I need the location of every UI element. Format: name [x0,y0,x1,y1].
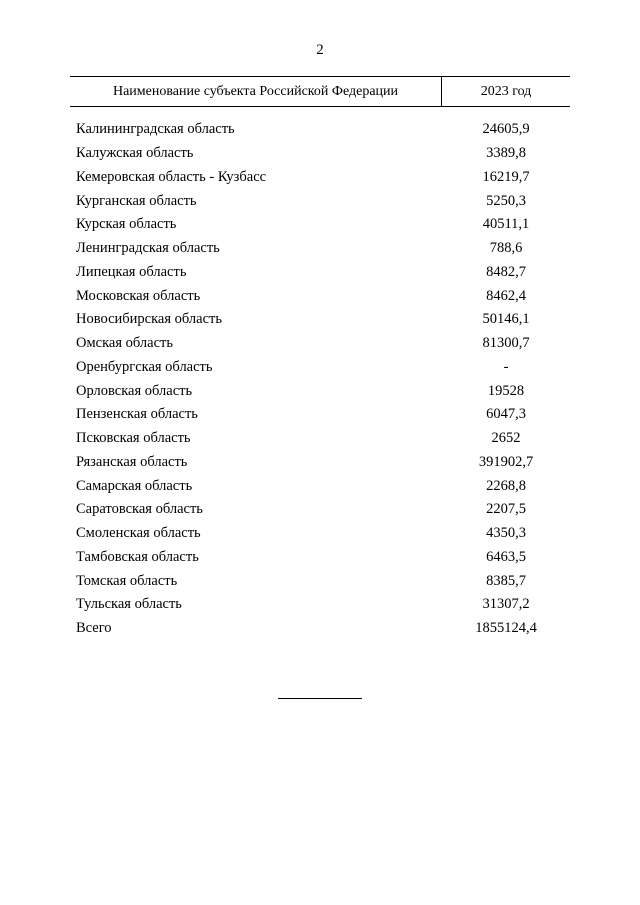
end-divider [278,698,362,699]
table-row [70,569,570,593]
table-body [70,118,570,641]
table-row [70,546,570,570]
cell-subject-name: Кемеровская область - Кузбасс [76,168,267,185]
table-row [70,427,570,451]
cell-value: 8482,7 [486,263,526,280]
table-row [70,237,570,261]
cell-subject-name: Курганская область [76,192,197,209]
cell-value: 40511,1 [482,216,530,233]
table-row [70,403,570,427]
cell-subject-name: Томская область [76,572,178,589]
cell-value: - [503,358,509,375]
table-row [70,498,570,522]
table-row [70,284,570,308]
cell-subject-name: Тульская область [76,596,182,613]
cell-value: 6463,5 [486,548,526,565]
table-row [70,451,570,475]
cell-subject-name: Курская область [76,216,177,233]
cell-subject-name: Смоленская область [76,525,201,542]
table-row [70,593,570,617]
cell-value: 6047,3 [486,406,526,423]
table-row [70,142,570,166]
cell-subject-name: Омская область [76,335,173,352]
page-number: 2 [316,42,324,58]
cell-subject-name: Саратовская область [76,501,203,518]
cell-subject-name: Липецкая область [76,263,187,280]
cell-value: 16219,7 [482,168,530,185]
table-header [70,76,570,107]
cell-value: 1855124,4 [475,620,537,637]
cell-subject-name: Новосибирская область [76,311,222,328]
cell-value: 788,6 [489,240,523,257]
table-row [70,189,570,213]
cell-value: 8385,7 [486,572,526,589]
table-row [70,261,570,285]
table-row [70,332,570,356]
table-row [70,522,570,546]
cell-value: 4350,3 [486,525,526,542]
cell-subject-name: Рязанская область [76,453,188,470]
cell-value: 8462,4 [486,287,526,304]
cell-value: 31307,2 [482,596,530,613]
cell-value: 5250,3 [486,192,526,209]
cell-value: 2652 [491,430,521,447]
table-row [70,379,570,403]
header-year: 2023 год [480,84,532,99]
cell-value: 2207,5 [486,501,526,518]
cell-subject-name: Орловская область [76,382,193,399]
cell-subject-name: Оренбургская область [76,358,213,375]
cell-subject-name: Тамбовская область [76,548,199,565]
cell-value: 81300,7 [482,335,530,352]
table-row [70,617,570,641]
table-row [70,356,570,380]
table-row [70,166,570,190]
table-row [70,118,570,142]
cell-value: 3389,8 [486,145,526,162]
cell-value: 391902,7 [478,453,534,470]
cell-subject-name: Московская область [76,287,201,304]
cell-value: 19528 [487,382,525,399]
cell-subject-name: Всего [76,620,112,637]
cell-value: 50146,1 [482,311,530,328]
cell-subject-name: Калининградская область [76,121,235,138]
cell-subject-name: Пензенская область [76,406,198,423]
table-row [70,308,570,332]
header-subject-name: Наименование субъекта Российской Федерации [70,77,442,106]
cell-value: 2268,8 [486,477,526,494]
cell-subject-name: Ленинградская область [76,240,220,257]
cell-subject-name: Самарская область [76,477,193,494]
cell-subject-name: Калужская область [76,145,194,162]
cell-value: 24605,9 [482,121,530,138]
table-row [70,474,570,498]
table-row [70,213,570,237]
cell-subject-name: Псковская область [76,430,191,447]
